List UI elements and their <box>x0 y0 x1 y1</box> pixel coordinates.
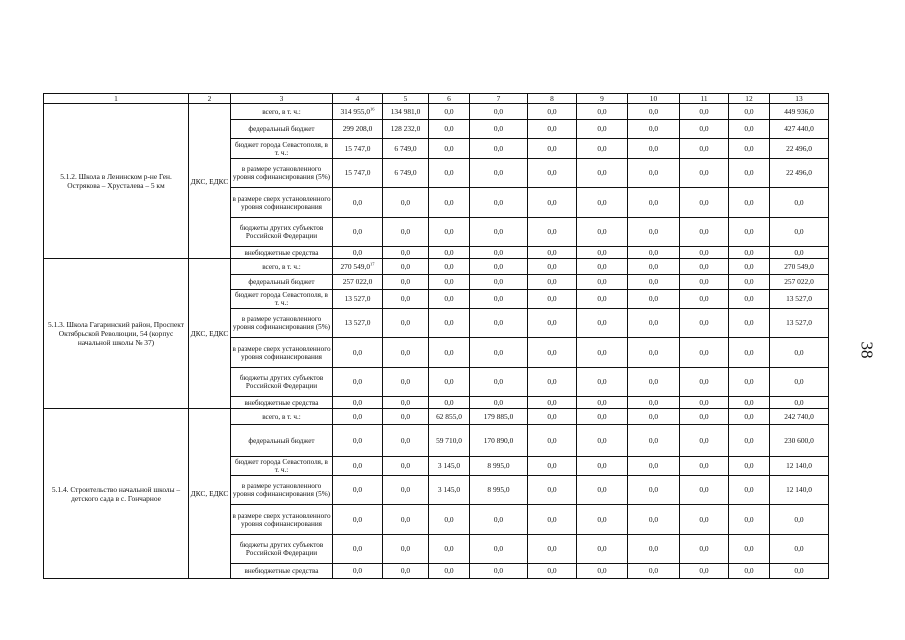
budget-table <box>43 93 829 579</box>
value-cell-c9: 0,0 <box>577 218 628 247</box>
value-cell-c11: 0,0 <box>680 120 729 139</box>
value-text: 270 549,0 <box>340 261 371 271</box>
value-cell-c10: 0,0 <box>628 476 680 505</box>
value-cell-c8: 0,0 <box>528 397 577 409</box>
funding-source-label: в размере сверх установленного уровня софинансирования <box>231 505 333 535</box>
value-cell-c9: 0,0 <box>577 535 628 564</box>
header-row <box>44 94 829 104</box>
value-cell-c6: 0,0 <box>429 368 470 397</box>
value-cell-c10: 0,0 <box>628 425 680 457</box>
value-cell-c13: 0,0 <box>770 505 829 535</box>
value-text: 0,0 <box>352 377 363 386</box>
value-cell-c12: 0,0 <box>729 290 770 309</box>
value-cell-c9: 0,0 <box>577 338 628 368</box>
value-cell-c8: 0,0 <box>528 290 577 309</box>
value-cell-c6: 0,0 <box>429 247 470 259</box>
value-cell-c11: 0,0 <box>680 275 729 290</box>
value-cell-c11: 0,0 <box>680 218 729 247</box>
value-cell-c4 <box>333 425 383 457</box>
value-cell-c6: 59 710,0 <box>429 425 470 457</box>
funding-source-label: федеральный бюджет <box>231 275 333 290</box>
value-cell-c12: 0,0 <box>729 338 770 368</box>
value-cell-c5: 128 232,0 <box>383 120 429 139</box>
funding-source-label: внебюджетные средства <box>231 247 333 259</box>
value-cell-c12: 0,0 <box>729 104 770 120</box>
value-cell-c6: 0,0 <box>429 564 470 579</box>
project-name: 5.1.2. Школа в Ленинском р-не Ген. Острякова – Хрусталева – 5 км <box>44 104 189 259</box>
value-cell-c11: 0,0 <box>680 159 729 188</box>
value-cell-c11: 0,0 <box>680 457 729 476</box>
value-cell-c9: 0,0 <box>577 247 628 259</box>
value-cell-c13: 242 740,0 <box>770 409 829 425</box>
value-cell-c7: 8 995,0 <box>470 476 528 505</box>
value-text: 0,0 <box>352 347 363 357</box>
value-cell-c13: 0,0 <box>770 535 829 564</box>
project-name: 5.1.3. Школа Гагаринский район, Проспект Октябрьской Революции, 54 (корпус начальной школы № 37) <box>44 259 189 409</box>
value-cell-c4 <box>333 275 383 290</box>
value-cell-c10: 0,0 <box>628 159 680 188</box>
value-cell-c9: 0,0 <box>577 275 628 290</box>
value-cell-c13: 0,0 <box>770 368 829 397</box>
value-cell-c13: 0,0 <box>770 188 829 218</box>
funding-source-label: бюджет города Севастополя, в т. ч.: <box>231 139 333 159</box>
value-text: 0,0 <box>352 461 363 470</box>
value-text: 0,0 <box>352 247 363 257</box>
value-cell-c5: 0,0 <box>383 564 429 579</box>
value-cell-c11: 0,0 <box>680 425 729 457</box>
value-cell-c13: 0,0 <box>770 218 829 247</box>
value-cell-c13: 427 440,0 <box>770 120 829 139</box>
header-cell: 11 <box>680 94 729 104</box>
funding-source-label: в размере установленного уровня софинансирования (5%) <box>231 309 333 338</box>
value-cell-c9: 0,0 <box>577 425 628 457</box>
value-cell-c6: 0,0 <box>429 397 470 409</box>
value-cell-c13: 22 496,0 <box>770 139 829 159</box>
value-text: 0,0 <box>352 435 363 445</box>
value-cell-c5: 0,0 <box>383 188 429 218</box>
value-cell-c6: 0,0 <box>429 120 470 139</box>
value-cell-c10: 0,0 <box>628 457 680 476</box>
value-cell-c12: 0,0 <box>729 120 770 139</box>
value-cell-c12: 0,0 <box>729 457 770 476</box>
value-cell-c10: 0,0 <box>628 505 680 535</box>
value-cell-c12: 0,0 <box>729 218 770 247</box>
value-cell-c4 <box>333 259 383 275</box>
value-cell-c5: 0,0 <box>383 476 429 505</box>
value-cell-c10: 0,0 <box>628 409 680 425</box>
value-cell-c4 <box>333 476 383 505</box>
value-cell-c6: 0,0 <box>429 290 470 309</box>
value-cell-c7: 0,0 <box>470 247 528 259</box>
value-text: 15 747,0 <box>344 168 371 177</box>
value-cell-c12: 0,0 <box>729 275 770 290</box>
value-cell-c13: 12 140,0 <box>770 476 829 505</box>
page-number: 38 <box>857 341 877 359</box>
value-cell-c6: 0,0 <box>429 139 470 159</box>
value-cell-c5: 0,0 <box>383 535 429 564</box>
value-cell-c8: 0,0 <box>528 309 577 338</box>
funding-source-label: в размере установленного уровня софинансирования (5%) <box>231 476 333 505</box>
value-text: 13 527,0 <box>344 318 371 327</box>
value-cell-c8: 0,0 <box>528 247 577 259</box>
value-cell-c12: 0,0 <box>729 476 770 505</box>
value-cell-c7: 0,0 <box>470 104 528 120</box>
value-cell-c11: 0,0 <box>680 564 729 579</box>
value-text: 0,0 <box>352 411 363 421</box>
value-cell-c11: 0,0 <box>680 309 729 338</box>
value-cell-c10: 0,0 <box>628 368 680 397</box>
table-row <box>44 259 829 275</box>
value-cell-c10: 0,0 <box>628 290 680 309</box>
value-cell-c10: 0,0 <box>628 120 680 139</box>
funding-source-label: бюджеты других субъектов Российской Федерации <box>231 218 333 247</box>
value-cell-c4 <box>333 368 383 397</box>
value-cell-c9: 0,0 <box>577 104 628 120</box>
value-cell-c4 <box>333 397 383 409</box>
value-cell-c6: 0,0 <box>429 338 470 368</box>
value-cell-c4 <box>333 188 383 218</box>
value-cell-c4 <box>333 338 383 368</box>
value-cell-c10: 0,0 <box>628 275 680 290</box>
value-text: 15 747,0 <box>344 143 371 153</box>
header-cell: 8 <box>528 94 577 104</box>
value-cell-c11: 0,0 <box>680 338 729 368</box>
value-cell-c11: 0,0 <box>680 259 729 275</box>
value-cell-c7: 8 995,0 <box>470 457 528 476</box>
value-cell-c11: 0,0 <box>680 409 729 425</box>
funding-source-label: в размере установленного уровня софинансирования (5%) <box>231 159 333 188</box>
value-cell-c9: 0,0 <box>577 159 628 188</box>
value-cell-c5: 0,0 <box>383 275 429 290</box>
header-cell: 7 <box>470 94 528 104</box>
value-cell-c12: 0,0 <box>729 309 770 338</box>
value-cell-c7: 0,0 <box>470 159 528 188</box>
value-cell-c4 <box>333 247 383 259</box>
funding-source-label: внебюджетные средства <box>231 564 333 579</box>
value-cell-c10: 0,0 <box>628 535 680 564</box>
value-cell-c8: 0,0 <box>528 476 577 505</box>
value-cell-c9: 0,0 <box>577 120 628 139</box>
value-cell-c8: 0,0 <box>528 188 577 218</box>
funding-source-label: бюджеты других субъектов Российской Федерации <box>231 535 333 564</box>
value-cell-c6: 0,0 <box>429 159 470 188</box>
value-cell-c4 <box>333 409 383 425</box>
value-cell-c5: 0,0 <box>383 247 429 259</box>
responsible-org: ДКС, ЕДКС <box>189 259 231 409</box>
header-cell: 9 <box>577 94 628 104</box>
value-text: 0,0 <box>352 514 363 524</box>
value-cell-c13: 0,0 <box>770 564 829 579</box>
value-cell-c5: 0,0 <box>383 409 429 425</box>
value-cell-c10: 0,0 <box>628 188 680 218</box>
value-cell-c13: 257 022,0 <box>770 275 829 290</box>
footnote-mark: 16 <box>370 106 375 112</box>
value-cell-c6: 0,0 <box>429 275 470 290</box>
value-cell-c12: 0,0 <box>729 505 770 535</box>
value-cell-c5: 0,0 <box>383 397 429 409</box>
value-cell-c13: 0,0 <box>770 397 829 409</box>
funding-source-label: в размере сверх установленного уровня софинансирования <box>231 188 333 218</box>
value-cell-c8: 0,0 <box>528 457 577 476</box>
value-cell-c4 <box>333 120 383 139</box>
value-cell-c4 <box>333 290 383 309</box>
value-cell-c9: 0,0 <box>577 309 628 338</box>
value-cell-c11: 0,0 <box>680 188 729 218</box>
value-cell-c9: 0,0 <box>577 397 628 409</box>
value-cell-c8: 0,0 <box>528 425 577 457</box>
value-cell-c9: 0,0 <box>577 505 628 535</box>
value-cell-c12: 0,0 <box>729 259 770 275</box>
footnote-mark: 17 <box>370 261 375 267</box>
value-cell-c6: 0,0 <box>429 104 470 120</box>
value-cell-c10: 0,0 <box>628 338 680 368</box>
value-cell-c13: 13 527,0 <box>770 309 829 338</box>
value-cell-c10: 0,0 <box>628 139 680 159</box>
value-cell-c5: 0,0 <box>383 368 429 397</box>
value-cell-c11: 0,0 <box>680 290 729 309</box>
value-text: 299 208,0 <box>342 124 373 133</box>
value-cell-c11: 0,0 <box>680 505 729 535</box>
value-cell-c9: 0,0 <box>577 139 628 159</box>
value-cell-c7: 0,0 <box>470 368 528 397</box>
value-cell-c6: 0,0 <box>429 218 470 247</box>
value-cell-c6: 0,0 <box>429 309 470 338</box>
value-cell-c6: 0,0 <box>429 505 470 535</box>
value-cell-c13: 13 527,0 <box>770 290 829 309</box>
value-cell-c6: 3 145,0 <box>429 476 470 505</box>
value-cell-c8: 0,0 <box>528 505 577 535</box>
value-cell-c10: 0,0 <box>628 104 680 120</box>
funding-source-label: федеральный бюджет <box>231 120 333 139</box>
value-cell-c6: 0,0 <box>429 535 470 564</box>
funding-source-label: бюджеты других субъектов Российской Федерации <box>231 368 333 397</box>
table-row <box>44 104 829 120</box>
value-cell-c6: 3 145,0 <box>429 457 470 476</box>
value-cell-c11: 0,0 <box>680 104 729 120</box>
value-cell-c10: 0,0 <box>628 259 680 275</box>
responsible-org: ДКС, ЕДКС <box>189 104 231 259</box>
value-cell-c9: 0,0 <box>577 259 628 275</box>
value-cell-c9: 0,0 <box>577 290 628 309</box>
value-text: 13 527,0 <box>344 294 371 303</box>
value-cell-c5: 0,0 <box>383 218 429 247</box>
value-cell-c4 <box>333 159 383 188</box>
value-cell-c7: 179 885,0 <box>470 409 528 425</box>
funding-source-label: в размере сверх установленного уровня софинансирования <box>231 338 333 368</box>
value-cell-c5: 0,0 <box>383 259 429 275</box>
funding-source-label: бюджет города Севастополя, в т. ч.: <box>231 457 333 476</box>
value-cell-c8: 0,0 <box>528 159 577 188</box>
value-cell-c12: 0,0 <box>729 409 770 425</box>
value-cell-c5: 0,0 <box>383 425 429 457</box>
responsible-org: ДКС, ЕДКС <box>189 409 231 579</box>
value-cell-c5: 0,0 <box>383 338 429 368</box>
value-cell-c7: 0,0 <box>470 564 528 579</box>
project-name: 5.1.4. Строительство начальной школы – детского сада в с. Гончарное <box>44 409 189 579</box>
value-cell-c5: 0,0 <box>383 309 429 338</box>
value-cell-c9: 0,0 <box>577 564 628 579</box>
value-cell-c11: 0,0 <box>680 368 729 397</box>
value-cell-c12: 0,0 <box>729 188 770 218</box>
value-cell-c4 <box>333 104 383 120</box>
value-cell-c11: 0,0 <box>680 397 729 409</box>
value-cell-c8: 0,0 <box>528 535 577 564</box>
header-cell: 6 <box>429 94 470 104</box>
value-cell-c7: 0,0 <box>470 535 528 564</box>
value-text: 0,0 <box>352 197 363 207</box>
value-cell-c6: 0,0 <box>429 188 470 218</box>
value-cell-c4 <box>333 309 383 338</box>
value-cell-c8: 0,0 <box>528 564 577 579</box>
value-cell-c9: 0,0 <box>577 409 628 425</box>
value-cell-c13: 270 549,0 <box>770 259 829 275</box>
value-text: 0,0 <box>352 544 363 553</box>
value-cell-c8: 0,0 <box>528 368 577 397</box>
header-cell: 4 <box>333 94 383 104</box>
value-cell-c8: 0,0 <box>528 104 577 120</box>
value-cell-c7: 0,0 <box>470 505 528 535</box>
value-cell-c10: 0,0 <box>628 218 680 247</box>
value-cell-c11: 0,0 <box>680 476 729 505</box>
value-cell-c5: 0,0 <box>383 290 429 309</box>
value-cell-c8: 0,0 <box>528 409 577 425</box>
value-cell-c12: 0,0 <box>729 397 770 409</box>
value-cell-c13: 22 496,0 <box>770 159 829 188</box>
table-row <box>44 409 829 425</box>
value-cell-c8: 0,0 <box>528 218 577 247</box>
value-cell-c7: 0,0 <box>470 218 528 247</box>
value-cell-c11: 0,0 <box>680 535 729 564</box>
value-cell-c10: 0,0 <box>628 247 680 259</box>
funding-source-label: всего, в т. ч.: <box>231 409 333 425</box>
value-cell-c4 <box>333 457 383 476</box>
header-cell: 13 <box>770 94 829 104</box>
funding-source-label: бюджет города Севастополя, в т. ч.: <box>231 290 333 309</box>
value-cell-c5: 6 749,0 <box>383 139 429 159</box>
value-cell-c4 <box>333 564 383 579</box>
value-cell-c10: 0,0 <box>628 397 680 409</box>
header-cell: 12 <box>729 94 770 104</box>
value-cell-c13: 0,0 <box>770 338 829 368</box>
value-cell-c4 <box>333 535 383 564</box>
header-cell: 5 <box>383 94 429 104</box>
value-cell-c8: 0,0 <box>528 120 577 139</box>
value-cell-c7: 0,0 <box>470 259 528 275</box>
value-cell-c5: 134 981,0 <box>383 104 429 120</box>
value-cell-c12: 0,0 <box>729 139 770 159</box>
value-cell-c7: 0,0 <box>470 397 528 409</box>
header-cell: 2 <box>189 94 231 104</box>
header-cell: 1 <box>44 94 189 104</box>
value-text: 0,0 <box>352 397 363 407</box>
value-cell-c12: 0,0 <box>729 425 770 457</box>
value-cell-c7: 0,0 <box>470 139 528 159</box>
value-text: 257 022,0 <box>342 277 373 286</box>
value-cell-c12: 0,0 <box>729 535 770 564</box>
value-cell-c8: 0,0 <box>528 275 577 290</box>
value-cell-c8: 0,0 <box>528 338 577 368</box>
value-cell-c12: 0,0 <box>729 159 770 188</box>
value-cell-c13: 12 140,0 <box>770 457 829 476</box>
value-cell-c4 <box>333 218 383 247</box>
value-cell-c7: 0,0 <box>470 120 528 139</box>
value-cell-c5: 0,0 <box>383 457 429 476</box>
value-text: 314 955,0 <box>340 106 371 116</box>
value-cell-c13: 230 600,0 <box>770 425 829 457</box>
value-cell-c12: 0,0 <box>729 564 770 579</box>
value-text: 0,0 <box>352 227 363 236</box>
funding-source-label: федеральный бюджет <box>231 425 333 457</box>
funding-source-label: всего, в т. ч.: <box>231 259 333 275</box>
header-cell: 10 <box>628 94 680 104</box>
value-cell-c5: 6 749,0 <box>383 159 429 188</box>
header-cell: 3 <box>231 94 333 104</box>
value-cell-c6: 62 855,0 <box>429 409 470 425</box>
value-cell-c9: 0,0 <box>577 476 628 505</box>
funding-source-label: всего, в т. ч.: <box>231 104 333 120</box>
value-cell-c8: 0,0 <box>528 139 577 159</box>
value-cell-c7: 0,0 <box>470 290 528 309</box>
value-cell-c10: 0,0 <box>628 309 680 338</box>
value-cell-c13: 0,0 <box>770 247 829 259</box>
value-cell-c11: 0,0 <box>680 247 729 259</box>
value-cell-c11: 0,0 <box>680 139 729 159</box>
value-cell-c9: 0,0 <box>577 457 628 476</box>
funding-source-label: внебюджетные средства <box>231 397 333 409</box>
value-cell-c5: 0,0 <box>383 505 429 535</box>
value-cell-c7: 0,0 <box>470 275 528 290</box>
value-cell-c9: 0,0 <box>577 188 628 218</box>
value-cell-c4 <box>333 139 383 159</box>
value-cell-c7: 0,0 <box>470 338 528 368</box>
value-cell-c7: 170 890,0 <box>470 425 528 457</box>
value-cell-c10: 0,0 <box>628 564 680 579</box>
value-text: 0,0 <box>352 566 363 575</box>
value-cell-c7: 0,0 <box>470 188 528 218</box>
value-cell-c6: 0,0 <box>429 259 470 275</box>
value-cell-c13: 449 936,0 <box>770 104 829 120</box>
value-cell-c8: 0,0 <box>528 259 577 275</box>
value-cell-c4 <box>333 505 383 535</box>
value-text: 0,0 <box>352 485 363 494</box>
value-cell-c7: 0,0 <box>470 309 528 338</box>
value-cell-c12: 0,0 <box>729 368 770 397</box>
value-cell-c12: 0,0 <box>729 247 770 259</box>
value-cell-c9: 0,0 <box>577 368 628 397</box>
